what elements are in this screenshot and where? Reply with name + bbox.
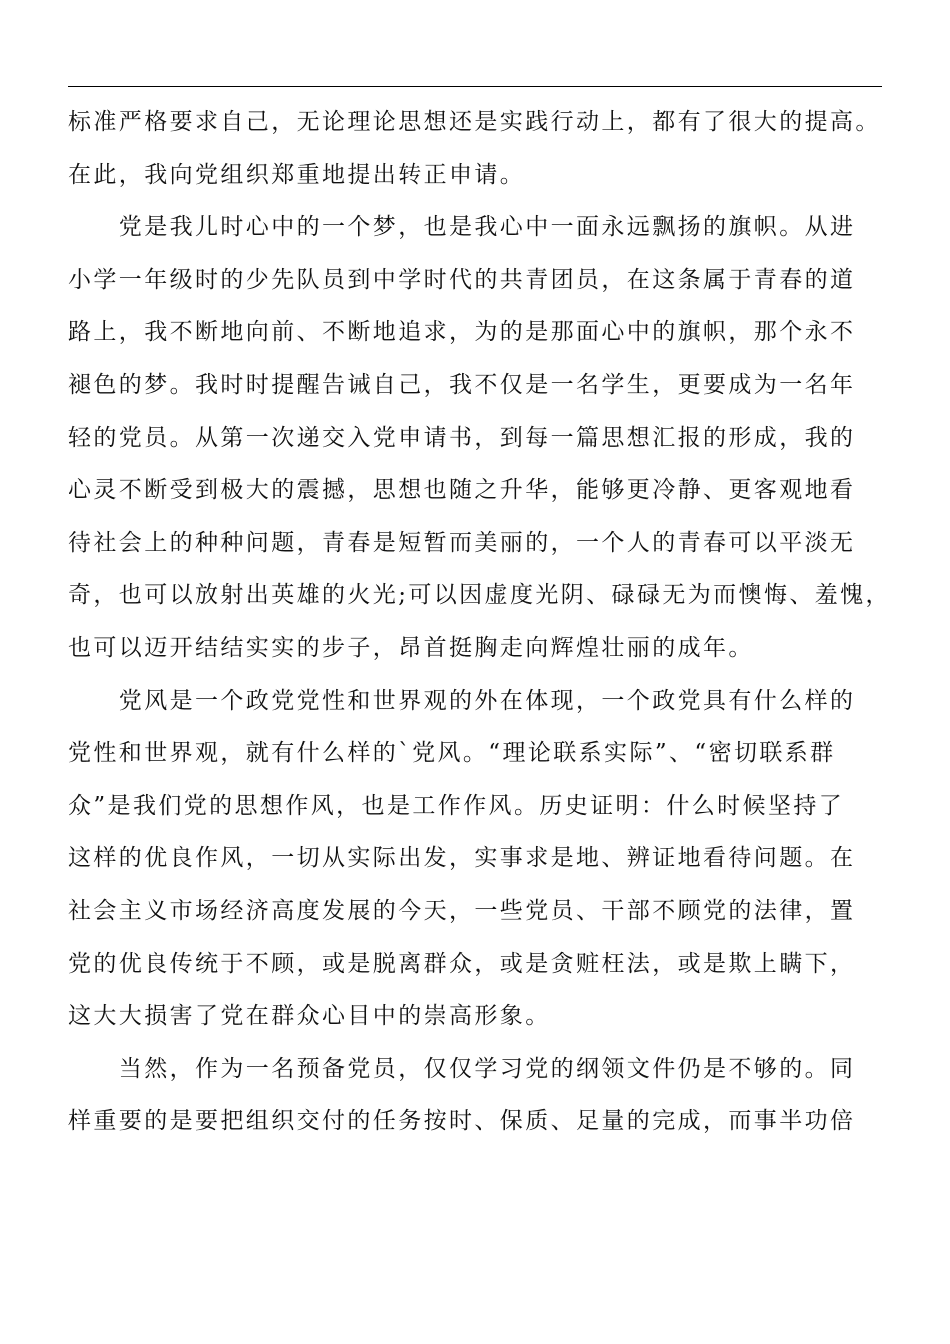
body-text	[68, 96, 898, 1148]
text-line: 轻的党员。从第一次递交入党申请书，到每一篇思想汇报的形成，我的	[68, 424, 856, 451]
header-rule	[68, 86, 882, 87]
text-line: 这样的优良作风，一切从实际出发，实事求是地、辨证地看待问题。在	[68, 845, 856, 872]
text-line: 众”是我们党的思想作风，也是工作作风。历史证明：什么时候坚持了	[68, 792, 845, 819]
text-line: 党的优良传统于不顾，或是脱离群众，或是贪赃枉法，或是欺上瞒下，	[68, 950, 856, 977]
text-line: 当然，作为一名预备党员，仅仅学习党的纲领文件仍是不够的。同	[68, 1055, 856, 1082]
paragraph-2	[68, 201, 898, 674]
text-line: 也可以迈开结结实实的步子，昂首挺胸走向辉煌壮丽的成年。	[68, 634, 754, 661]
text-line: 小学一年级时的少先队员到中学时代的共青团员，在这条属于青春的道	[68, 266, 856, 293]
text-line: 标准严格要求自己，无论理论思想还是实践行动上，都有了很大的提高。	[68, 109, 881, 135]
paragraph-3	[68, 675, 898, 1043]
paragraph-4	[68, 1043, 898, 1148]
paragraph-1	[68, 96, 898, 201]
text-line: 心灵不断受到极大的震撼，思想也随之升华，能够更冷静、更客观地看	[68, 477, 856, 504]
text-line: 奇，也可以放射出英雄的火光;可以因虚度光阴、碌碌无为而懊悔、羞愧，	[68, 582, 891, 609]
text-line: 社会主义市场经济高度发展的今天，一些党员、干部不顾党的法律，置	[68, 897, 856, 924]
text-line: 在此，我向党组织郑重地提出转正申请。	[68, 161, 526, 188]
text-line: 待社会上的种种问题，青春是短暂而美丽的，一个人的青春可以平淡无	[68, 529, 856, 556]
text-line: 路上，我不断地向前、不断地追求，为的是那面心中的旗帜，那个永不	[68, 319, 856, 346]
text-line: 党是我儿时心中的一个梦，也是我心中一面永远飘扬的旗帜。从进	[68, 214, 856, 241]
text-line: 这大大损害了党在群众心目中的崇高形象。	[68, 1003, 551, 1030]
text-line: 褪色的梦。我时时提醒告诫自己，我不仅是一名学生，更要成为一名年	[68, 371, 856, 398]
text-line: 党风是一个政党党性和世界观的外在体现，一个政党具有什么样的	[68, 687, 856, 714]
text-line: 党性和世界观，就有什么样的`党风。“理论联系实际”、“密切联系群	[68, 740, 836, 767]
text-line: 样重要的是要把组织交付的任务按时、保质、足量的完成，而事半功倍	[68, 1108, 856, 1135]
